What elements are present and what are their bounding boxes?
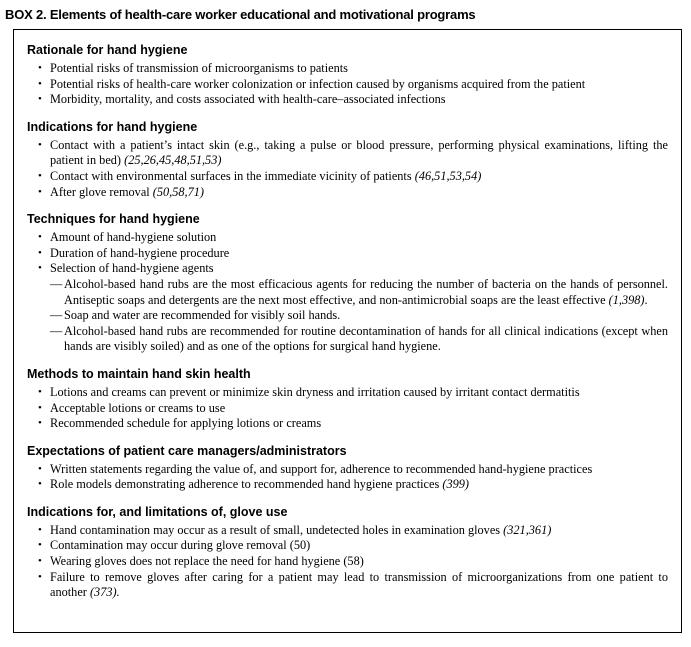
reference-numbers: (399) xyxy=(442,477,469,492)
reference-numbers: (46,51,53,54) xyxy=(414,168,482,183)
section-heading: Indications for, and limitations of, glove use xyxy=(27,504,288,519)
bullet-icon: • xyxy=(38,62,42,74)
section xyxy=(27,504,668,601)
bullet-item xyxy=(38,261,668,277)
item-text: Duration of hand-hygiene procedure xyxy=(50,245,230,260)
bullet-icon: • xyxy=(38,138,42,151)
bullet-item xyxy=(38,246,668,262)
dash-item xyxy=(50,277,668,308)
bullet-icon: • xyxy=(38,262,42,275)
dash-item xyxy=(50,308,668,324)
bullet-item xyxy=(38,138,668,169)
bullet-item xyxy=(38,77,668,93)
reference-numbers: (1,398) xyxy=(608,292,645,307)
bullet-icon: • xyxy=(38,185,42,198)
section-heading: Indications for hand hygiene xyxy=(27,119,198,134)
dash-icon: — xyxy=(50,276,63,291)
bullet-icon: • xyxy=(38,169,42,182)
bullet-icon: • xyxy=(38,77,42,90)
item-text-post: . xyxy=(644,292,648,307)
bullet-item xyxy=(38,570,668,601)
bullet-item xyxy=(38,554,668,570)
item-text: Alcohol-based hand rubs are the most efficacious agents for reducing the number of bacteria on the hands of personnel. Antiseptic soaps and detergents are the next most effective, and non-antimicrobial soaps are the least effective xyxy=(64,276,668,307)
item-text: Contamination may occur during glove removal (50) xyxy=(50,538,311,553)
item-text: After glove removal xyxy=(50,184,153,199)
item-text: Potential risks of health-care worker colonization or infection caused by organisms acquired from the patient xyxy=(50,76,586,91)
bullet-item xyxy=(38,185,668,201)
reference-numbers: (25,26,45,48,51,53) xyxy=(124,153,222,168)
reference-numbers: (373). xyxy=(89,585,120,600)
item-text: Amount of hand-hygiene solution xyxy=(50,230,217,245)
bullet-item xyxy=(38,61,668,77)
item-text: Lotions and creams can prevent or minimize skin dryness and irritation caused by irritant contact dermatitis xyxy=(50,384,580,399)
item-text: Hand contamination may occur as a result of small, undetected holes in examination gloves xyxy=(50,522,504,537)
bullet-icon: • xyxy=(38,417,42,430)
item-text: Potential risks of transmission of microorganisms to patients xyxy=(50,61,348,75)
bullet-icon: • xyxy=(38,401,42,414)
section xyxy=(27,119,668,200)
bullet-icon: • xyxy=(38,93,42,106)
bullet-icon: • xyxy=(38,555,42,568)
item-text: Selection of hand-hygiene agents xyxy=(50,261,214,276)
section-heading: Methods to maintain hand skin health xyxy=(27,366,251,381)
bullet-item xyxy=(38,385,668,401)
reference-numbers: (321,361) xyxy=(503,522,552,537)
bullet-item xyxy=(38,92,668,108)
section xyxy=(27,42,668,108)
bullet-icon: • xyxy=(38,539,42,552)
content-box xyxy=(13,29,682,633)
bullet-icon: • xyxy=(38,570,42,583)
reference-numbers: (50,58,71) xyxy=(152,184,205,199)
bullet-icon: • xyxy=(38,462,42,475)
box-title: BOX 2. Elements of health-care worker educational and motivational programs xyxy=(5,7,476,22)
item-text: Role models demonstrating adherence to recommended hand hygiene practices xyxy=(50,477,443,492)
item-text: Acceptable lotions or creams to use xyxy=(50,400,226,415)
item-text: Contact with environmental surfaces in the immediate vicinity of patients xyxy=(50,168,415,183)
bullet-item xyxy=(38,523,668,539)
item-text: Wearing gloves does not replace the need for hand hygiene (58) xyxy=(50,554,364,569)
section-heading: Techniques for hand hygiene xyxy=(27,212,200,227)
bullet-item xyxy=(38,477,668,493)
bullet-icon: • xyxy=(38,478,42,491)
box-content xyxy=(14,30,681,601)
item-text: Soap and water are recommended for visibly soil hands. xyxy=(64,308,341,323)
section xyxy=(27,366,668,432)
bullet-item xyxy=(38,230,668,246)
bullet-item xyxy=(38,416,668,432)
section-heading: Rationale for hand hygiene xyxy=(27,43,188,57)
bullet-icon: • xyxy=(38,231,42,244)
section-heading: Expectations of patient care managers/administrators xyxy=(27,443,347,458)
item-text: Recommended schedule for applying lotions or creams xyxy=(50,416,322,431)
dash-icon: — xyxy=(50,308,63,323)
section xyxy=(27,443,668,493)
bullet-item xyxy=(38,401,668,417)
bullet-icon: • xyxy=(38,523,42,536)
item-text: Morbidity, mortality, and costs associated with health-care–associated infections xyxy=(50,92,446,107)
item-text: Written statements regarding the value of, and support for, adherence to recommended hand-hygiene practices xyxy=(50,461,593,476)
bullet-item xyxy=(38,538,668,554)
bullet-item xyxy=(38,169,668,185)
bullet-item xyxy=(38,462,668,478)
item-text: Contact with a patient’s intact skin (e.g., taking a pulse or blood pressure, performing physical examinations, lifting the patient in bed) xyxy=(50,137,668,168)
item-text: Alcohol-based hand rubs are recommended for routine decontamination of hands for all clinical indications (except when hands are visibly soiled) and as one of the options for surgical hand hygiene. xyxy=(64,323,668,354)
dash-item xyxy=(50,324,668,355)
bullet-icon: • xyxy=(38,246,42,259)
item-text: Failure to remove gloves after caring for a patient may lead to transmission of microorganizations from one patient to another xyxy=(50,569,668,600)
dash-icon: — xyxy=(50,323,63,338)
bullet-icon: • xyxy=(38,385,42,398)
section xyxy=(27,211,668,355)
